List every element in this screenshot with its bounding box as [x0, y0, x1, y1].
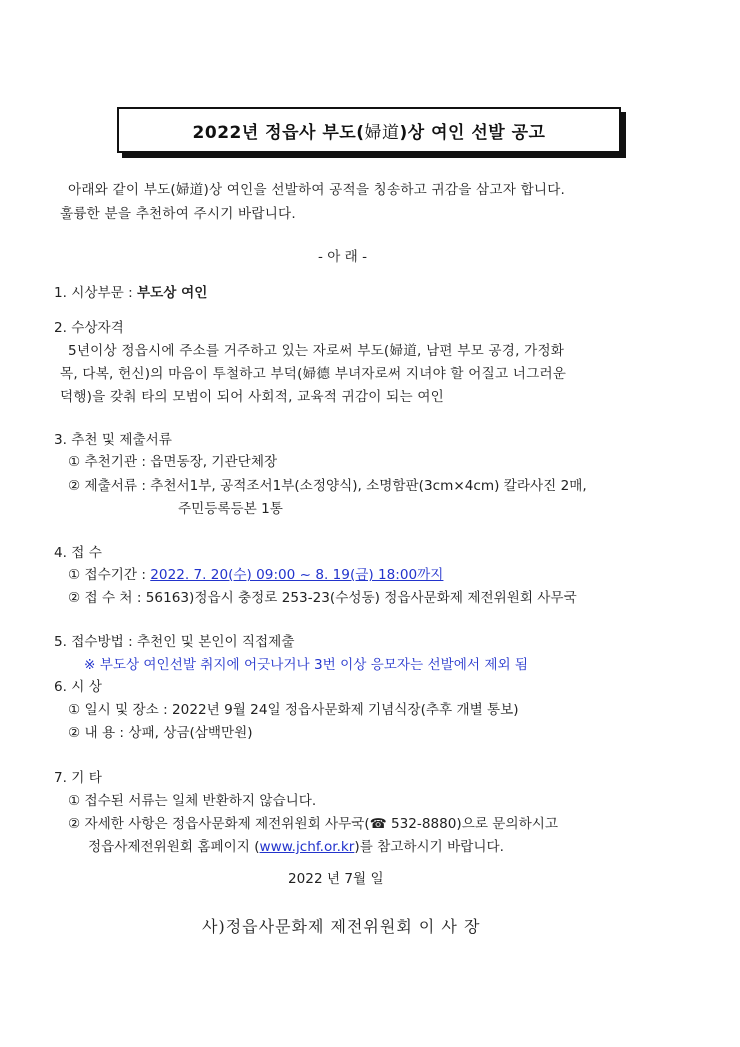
homepage-link[interactable]: www.jchf.or.kr	[259, 839, 355, 855]
section-6-heading: 6. 시 상	[54, 679, 102, 695]
section-5-heading: 5. 접수방법 : 추천인 및 본인이 직접제출	[54, 634, 295, 650]
title-post: )상 여인 선발 공고	[399, 122, 546, 143]
section-3-item-1: ① 추천기관 : 읍면동장, 기관단체장	[68, 454, 278, 470]
document-title	[117, 107, 621, 153]
receipt-period: 2022. 7. 20(수) 09:00 ~ 8. 19(금) 18:00까지	[150, 567, 444, 583]
section-4-item-1-label: ① 접수기간 :	[68, 567, 146, 583]
homepage-pre: 정읍사제전위원회 홈페이지 (	[88, 839, 260, 855]
section-1	[54, 281, 207, 301]
intro-line-2: 훌륭한 분을 추천하여 주시기 바랍니다.	[60, 206, 296, 222]
section-4-heading: 4. 접 수	[54, 545, 102, 561]
section-7-item-2: ② 자세한 사항은 정읍사문화제 제전위원회 사무국(☎ 532-8880)으로 문의하시고	[68, 816, 558, 832]
section-2-heading: 2. 수상자격	[54, 320, 124, 336]
section-7-item-2b	[88, 835, 504, 855]
separator: - 아 래 -	[318, 249, 368, 265]
section-4-item-1	[68, 563, 443, 583]
section-7-heading: 7. 기 타	[54, 770, 102, 786]
section-6-item-2: ② 내 용 : 상패, 상금(삼백만원)	[68, 725, 253, 741]
homepage-post: )를 참고하시기 바랍니다.	[354, 839, 504, 855]
title-frame	[117, 107, 621, 153]
intro-line-1: 아래와 같이 부도(婦道)상 여인을 선발하여 공적을 칭송하고 귀감을 삼고자 합니다.	[68, 182, 566, 198]
section-4-item-2: ② 접 수 처 : 56163)정읍시 충정로 253-23(수성동) 정읍사문화제 제전위원회 사무국	[68, 590, 577, 606]
section-1-label: 1. 시상부문 :	[54, 285, 133, 301]
signature: 사)정읍사문화제 제전위원회 이 사 장	[202, 917, 481, 936]
title-pre: 2022년 정읍사 부도(	[192, 122, 365, 143]
document-date: 2022 년 7월 일	[288, 871, 384, 887]
title-hanja: 婦道	[364, 122, 400, 143]
section-2-line-1: 5년이상 정읍시에 주소를 거주하고 있는 자로써 부도(婦道, 남편 부모 공경, 가정화	[68, 343, 565, 359]
section-7-item-1: ① 접수된 서류는 일체 반환하지 않습니다.	[68, 793, 317, 809]
section-2-line-2: 목, 다복, 헌신)의 마음이 투철하고 부덕(婦德 부녀자로써 지녀야 할 어질고 너그러운	[60, 366, 567, 382]
section-3-heading: 3. 추천 및 제출서류	[54, 432, 172, 448]
section-3-item-2: ② 제출서류 : 추천서1부, 공적조서1부(소정양식), 소명함판(3cm×4cm) 칼라사진 2매,	[68, 478, 587, 494]
section-3-item-2b: 주민등록등본 1통	[178, 501, 283, 517]
section-6-item-1: ① 일시 및 장소 : 2022년 9월 24일 정읍사문화제 기념식장(추후 개별 통보)	[68, 702, 519, 718]
section-5-note: ※ 부도상 여인선발 취지에 어긋나거나 3번 이상 응모자는 선발에서 제외 됨	[84, 657, 529, 673]
section-2-line-3: 덕행)을 갖춰 타의 모범이 되어 사회적, 교육적 귀감이 되는 여인	[60, 389, 445, 405]
section-1-value: 부도상 여인	[137, 285, 208, 301]
